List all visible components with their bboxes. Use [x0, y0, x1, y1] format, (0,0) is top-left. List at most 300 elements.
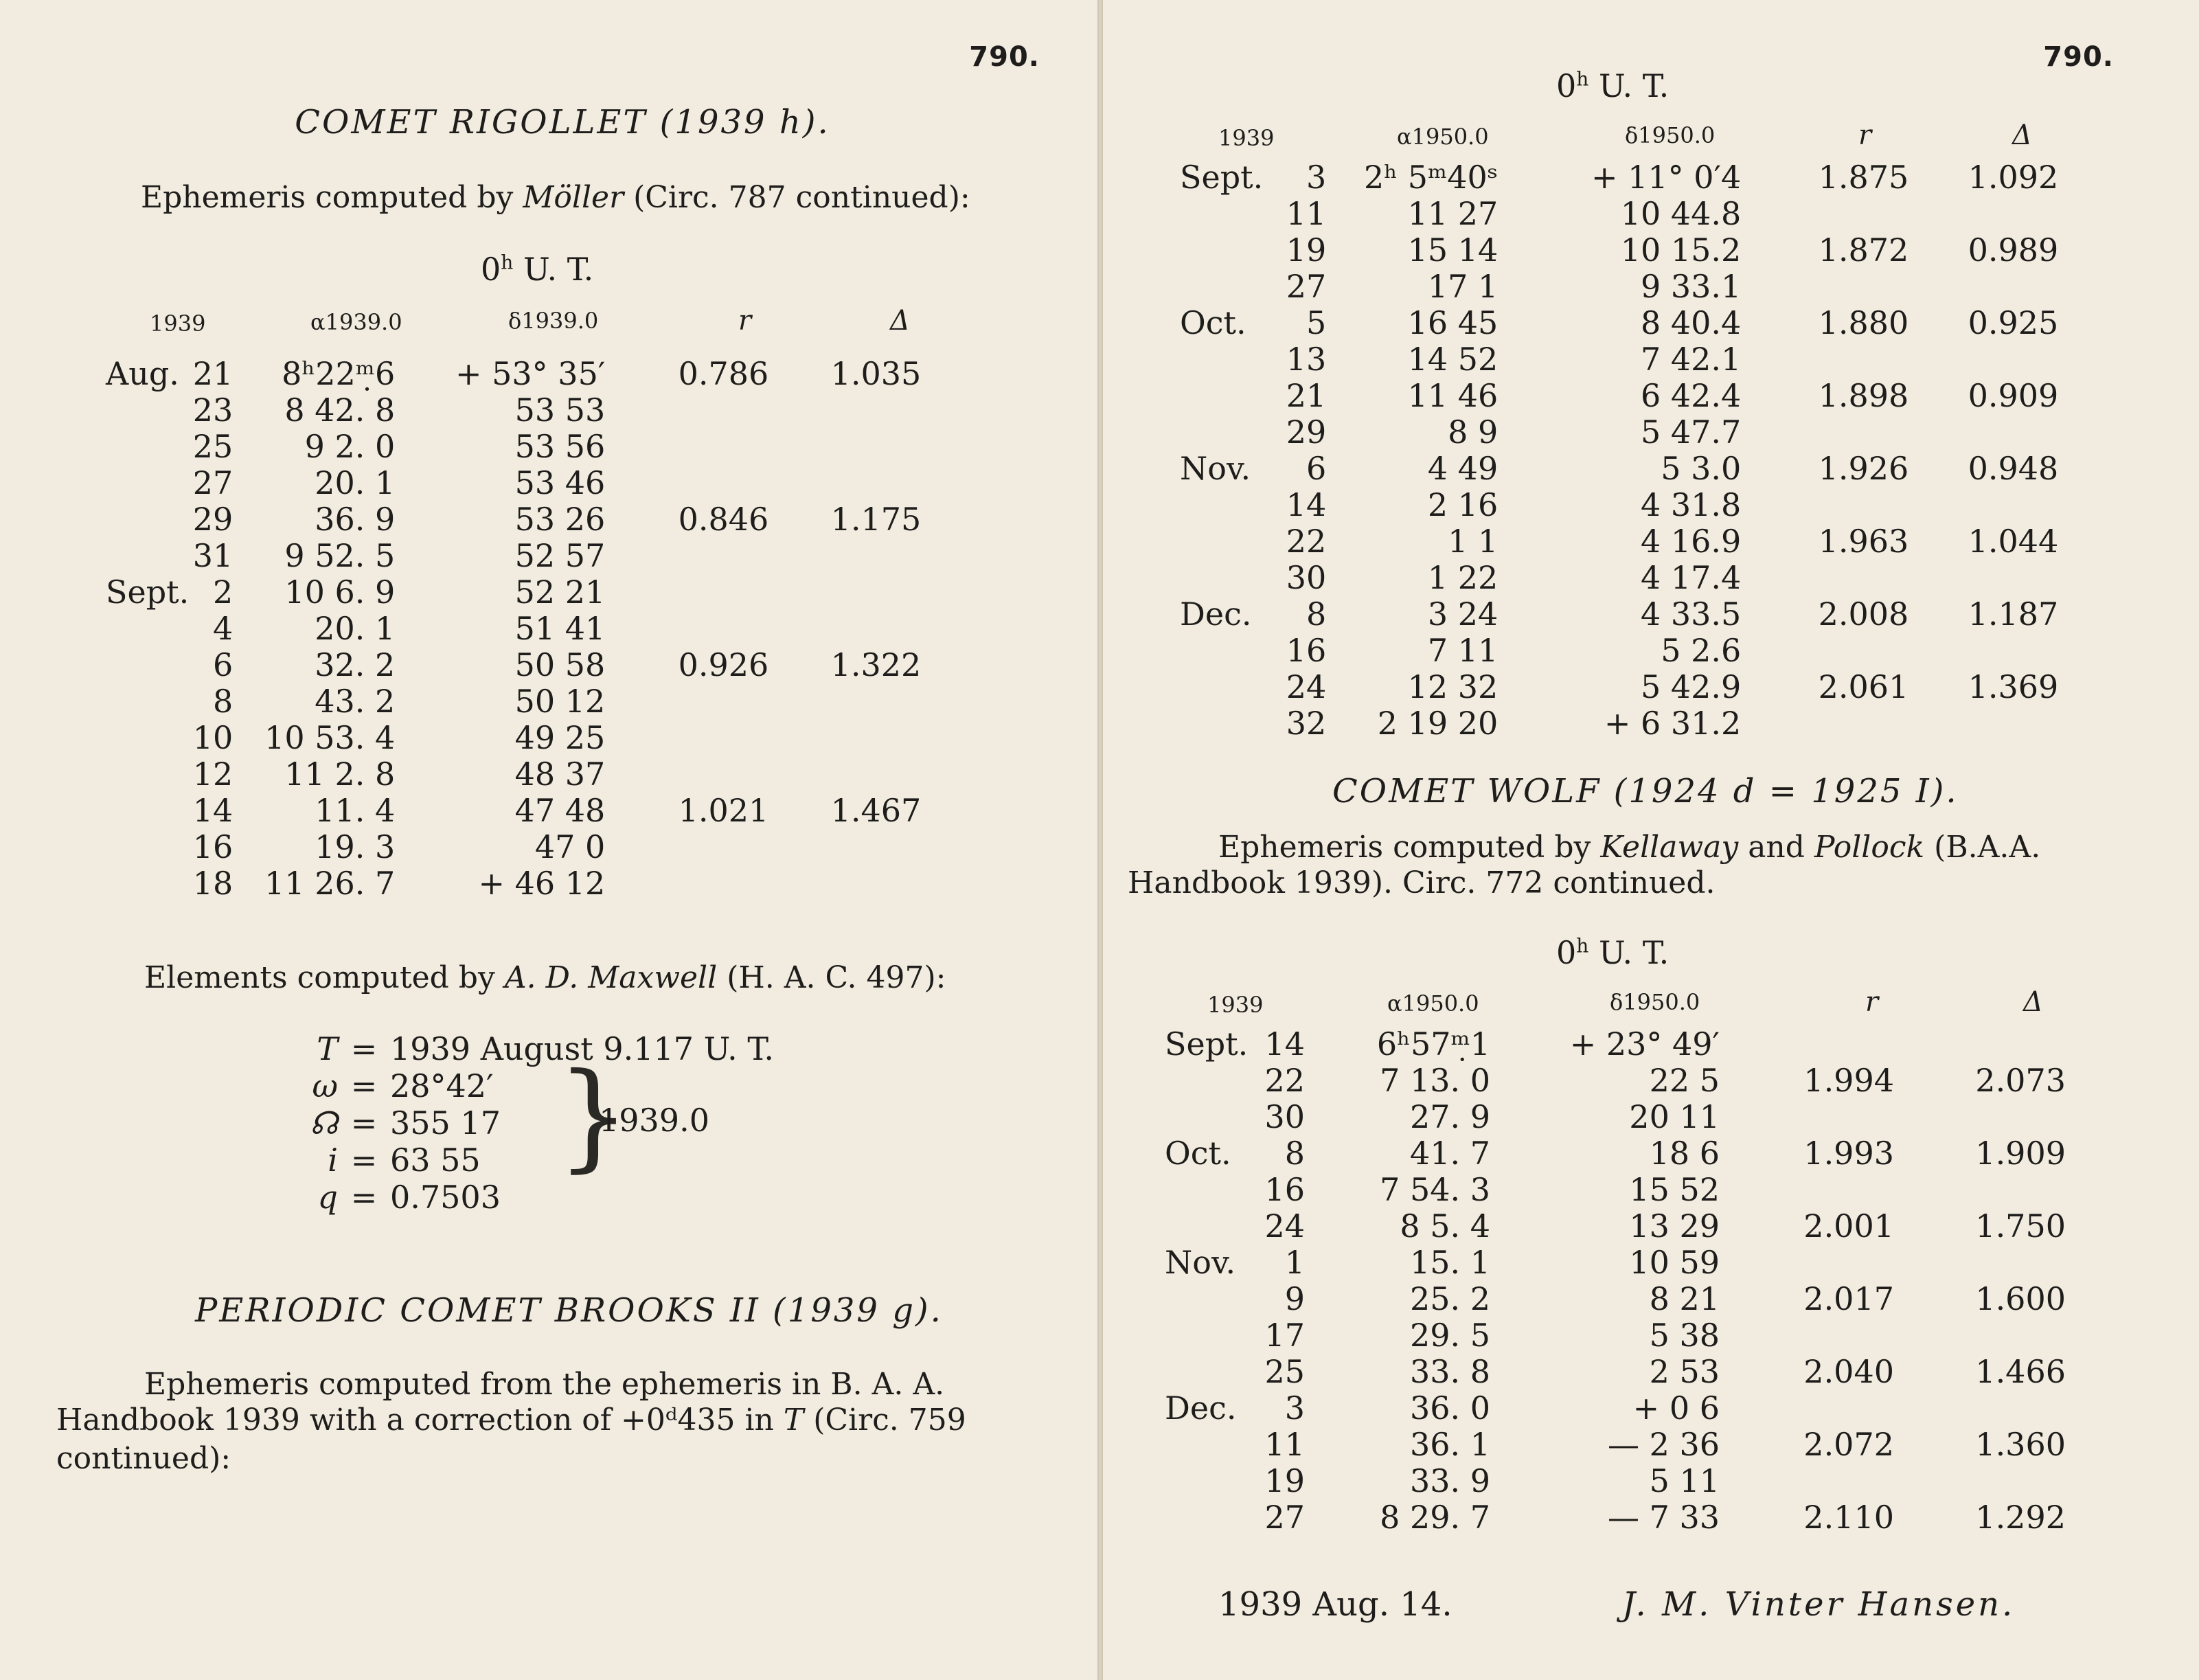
- ut-heading-right-top: [1556, 67, 1669, 104]
- ephemeris-row: [106, 392, 921, 429]
- cell-delta: [1894, 1245, 2066, 1281]
- cell-day: 22: [1286, 523, 1327, 560]
- cell-day: 9: [1284, 1280, 1305, 1317]
- cell-ra: 19. 3: [315, 828, 396, 865]
- intro-author: Möller: [523, 180, 624, 215]
- cell-r: [1720, 1172, 1894, 1208]
- cell-day: 16: [192, 828, 233, 865]
- cell-ra: 11 26. 7: [264, 865, 396, 902]
- header-dec: δ1939.0: [508, 308, 599, 334]
- cell-delta: 1.292: [1975, 1499, 2066, 1536]
- cell-ra: 14 52: [1407, 341, 1499, 378]
- ephemeris-row: [1180, 378, 2058, 414]
- cell-day: 29: [1286, 413, 1327, 451]
- cell-ra: 7 13. 0: [1380, 1062, 1490, 1099]
- cell-delta: [1894, 1026, 2066, 1063]
- cell-ra: 3 24: [1427, 595, 1499, 633]
- element-value: 63 55: [390, 1142, 481, 1179]
- cell-day: 1: [1284, 1244, 1305, 1281]
- cell-delta: 0.909: [1968, 377, 2059, 414]
- cell-ra: 17 1: [1427, 268, 1499, 305]
- cell-ra: 33. 9: [1409, 1462, 1490, 1499]
- cell-r: [605, 829, 768, 865]
- cell-day: 14: [192, 792, 233, 829]
- cell-r: [1720, 1317, 1894, 1354]
- cell-r: 1.872: [1818, 231, 1909, 269]
- page-number-right: 790.: [2043, 41, 2114, 73]
- cell-dec: 4 33.5: [1640, 595, 1742, 633]
- element-value: 0.7503: [390, 1179, 501, 1216]
- cell-day: 27: [1286, 268, 1327, 305]
- element-equals: =: [350, 1142, 378, 1179]
- elements-suffix: (H. A. C. 497):: [717, 960, 946, 995]
- ut-sup: h: [501, 251, 514, 274]
- element-equals: =: [350, 1067, 378, 1104]
- cell-r: 1.875: [1818, 159, 1909, 196]
- cell-day: 29: [192, 501, 233, 538]
- cell-dec: 5 42.9: [1640, 668, 1742, 705]
- cell-day: 3: [1284, 1389, 1305, 1427]
- header-r-text: r: [738, 305, 752, 337]
- ephemeris-row: [1165, 1499, 2066, 1536]
- cell-mon: [1180, 705, 1263, 742]
- ephemeris-row: [1180, 196, 2058, 232]
- cell-delta: 1.909: [1975, 1135, 2066, 1172]
- cell-dec: 4 16.9: [1640, 523, 1742, 560]
- cell-delta: 1.600: [1975, 1280, 2066, 1317]
- cell-r: [605, 429, 768, 465]
- brooks-title: PERIODIC COMET BROOKS II (1939 g).: [195, 1291, 943, 1330]
- cell-ra: 15 14: [1407, 231, 1499, 269]
- cell-r: 2.008: [1818, 595, 1909, 633]
- cell-mon: Aug.: [106, 355, 179, 392]
- cell-mon: [106, 465, 189, 501]
- cell-mon: [106, 865, 189, 902]
- cell-delta: [1909, 705, 2058, 742]
- cell-day: 32: [1286, 705, 1327, 742]
- cell-delta: [1894, 1390, 2066, 1427]
- ephemeris-row: [1180, 633, 2058, 669]
- cell-ra: 8 29. 7: [1380, 1499, 1490, 1536]
- cell-dec: 9 33.1: [1640, 268, 1742, 305]
- cell-dec: 52 21: [514, 574, 606, 611]
- cell-dec: 10 59: [1629, 1244, 1720, 1281]
- cell-delta: 1.092: [1968, 159, 2059, 196]
- cell-r: [1741, 196, 1909, 232]
- brooks-line-1: Ephemeris computed from the ephemeris in B. A. A.: [144, 1367, 945, 1402]
- cell-ra: 8 42. 8: [284, 391, 396, 429]
- cell-day: 27: [1264, 1499, 1305, 1536]
- element-variable: T: [317, 1030, 338, 1067]
- cell-mon: [1180, 414, 1263, 451]
- cell-r: [605, 538, 768, 574]
- header-ra-right: α1950.0: [1397, 124, 1489, 150]
- cell-r: 1.926: [1818, 450, 1909, 487]
- footer-signature: [1622, 1585, 2015, 1624]
- cell-r: 2.110: [1803, 1499, 1894, 1536]
- wolf-intro-line-2: Handbook 1939). Circ. 772 continued.: [1128, 865, 1716, 900]
- cell-day: 21: [192, 355, 233, 392]
- cell-mon: Nov.: [1165, 1244, 1236, 1281]
- cell-r: 1.880: [1818, 304, 1909, 341]
- cell-dec: + 0 6: [1632, 1389, 1720, 1427]
- cell-dec: 4 31.8: [1640, 486, 1742, 523]
- cell-delta: 1.044: [1968, 523, 2059, 560]
- element-row: [297, 1142, 774, 1179]
- cell-delta: [1894, 1099, 2066, 1135]
- cell-mon: [1165, 1317, 1249, 1354]
- ephemeris-row: [106, 356, 921, 392]
- wolf-line-1a: Ephemeris computed by: [1218, 830, 1601, 865]
- cell-r: [1741, 269, 1909, 305]
- elements-brace: }: [556, 1048, 631, 1184]
- cell-ra: 2 19 20: [1377, 705, 1499, 742]
- cell-r: 1.898: [1818, 377, 1909, 414]
- rigollet-intro: [141, 180, 970, 215]
- cell-r: [1741, 560, 1909, 596]
- cell-delta: [1909, 560, 2058, 596]
- ephemeris-row: [106, 574, 921, 611]
- cell-dec: 10 44.8: [1620, 195, 1742, 232]
- cell-mon: Sept.: [106, 574, 190, 611]
- ut-zero-right-2: 0: [1556, 934, 1577, 971]
- header-dec-right: δ1950.0: [1625, 122, 1716, 148]
- comet-rigollet-title: COMET RIGOLLET (1939 h).: [295, 103, 830, 141]
- ephemeris-row: [1165, 1463, 2066, 1499]
- cell-ra: 36. 1: [1409, 1426, 1490, 1463]
- ephemeris-row: [106, 647, 921, 683]
- cell-ra: 9 2. 0: [304, 428, 396, 465]
- cell-ra: 12 32: [1407, 668, 1499, 705]
- cell-dec: 13 29: [1629, 1207, 1720, 1245]
- cell-delta: 0.925: [1968, 304, 2059, 341]
- cell-day: 21: [1286, 377, 1327, 414]
- brooks-line-2a: Handbook 1939 with a correction of +0ᵈ435 in: [56, 1403, 784, 1438]
- cell-ra: 1 22: [1427, 559, 1499, 596]
- ephemeris-row: [1180, 414, 2058, 451]
- cell-delta: [768, 392, 921, 429]
- header-year-right-2: 1939: [1207, 992, 1264, 1018]
- header-dec-right-2: δ1950.0: [1610, 989, 1700, 1015]
- cell-mon: [106, 429, 189, 465]
- cell-dec: + 53° 35′: [455, 355, 606, 392]
- right-page: [1102, 0, 2199, 1680]
- cell-dec: 47 48: [514, 792, 606, 829]
- element-value: 355 17: [390, 1104, 501, 1142]
- cell-delta: 1.187: [1968, 595, 2059, 633]
- right-ephemeris-table-1: [1180, 159, 2058, 742]
- cell-day: 4: [213, 610, 233, 647]
- cell-mon: [1165, 1499, 1249, 1536]
- cell-dec: 20 11: [1629, 1098, 1720, 1135]
- wolf-line-1c: (B.A.A.: [1924, 830, 2041, 865]
- cell-mon: [106, 392, 189, 429]
- cell-mon: [1165, 1172, 1249, 1208]
- header-r-right-2: [1865, 986, 1878, 1018]
- ephemeris-row: [1180, 232, 2058, 269]
- cell-dec: + 11° 0′4: [1591, 159, 1742, 196]
- signature-text: J. M. Vinter Hansen.: [1622, 1585, 2016, 1624]
- cell-ra: 9 52. 5: [284, 537, 396, 574]
- header-year-right: 1939: [1218, 125, 1275, 151]
- cell-day: 24: [1264, 1207, 1305, 1245]
- cell-r: 2.072: [1803, 1426, 1894, 1463]
- ephemeris-row: [1180, 487, 2058, 523]
- element-value: 1939 August 9.117 U. T.: [390, 1030, 774, 1067]
- header-delta-right-2: [2023, 986, 2043, 1018]
- cell-ra: 15. 1: [1409, 1244, 1490, 1281]
- ephemeris-row: [1180, 341, 2058, 378]
- cell-delta: [768, 683, 921, 720]
- cell-ra: 8 5. 4: [1400, 1207, 1490, 1245]
- ephemeris-row: [1165, 1390, 2066, 1427]
- cell-r: [1741, 487, 1909, 523]
- ephemeris-row: [106, 720, 921, 756]
- cell-delta: [1909, 269, 2058, 305]
- cell-r: [605, 392, 768, 429]
- cell-dec: 50 58: [514, 646, 606, 683]
- cell-delta: [768, 720, 921, 756]
- cell-ra: 33. 8: [1409, 1353, 1490, 1390]
- cell-dec: 5 47.7: [1640, 413, 1742, 451]
- cell-delta: [768, 574, 921, 611]
- cell-r: [605, 683, 768, 720]
- ut-sup-right: h: [1576, 67, 1589, 91]
- cell-r: [1720, 1463, 1894, 1499]
- cell-dec: 53 26: [514, 501, 606, 538]
- ephemeris-row: [1165, 1317, 2066, 1354]
- cell-r: 1.993: [1803, 1135, 1894, 1172]
- cell-day: 25: [1264, 1353, 1305, 1390]
- rigollet-ephemeris-table: [106, 356, 921, 902]
- cell-mon: Nov.: [1180, 450, 1251, 487]
- cell-dec: 51 41: [514, 610, 606, 647]
- brooks-line-3: continued):: [56, 1441, 231, 1476]
- cell-dec: 7 42.1: [1640, 341, 1742, 378]
- elements-author: A. D. Maxwell: [504, 960, 718, 995]
- element-variable: ☊: [310, 1104, 338, 1142]
- cell-day: 8: [1284, 1135, 1305, 1172]
- cell-r: [605, 574, 768, 611]
- header-delta-right-text: Δ: [2012, 120, 2032, 151]
- cell-r: 1.963: [1818, 523, 1909, 560]
- ephemeris-row: [106, 611, 921, 647]
- ephemeris-row: [106, 865, 921, 902]
- ephemeris-row: [1180, 269, 2058, 305]
- element-equals: =: [350, 1104, 378, 1142]
- cell-day: 8: [213, 683, 233, 720]
- cell-r: [605, 611, 768, 647]
- cell-ra: 41. 7: [1409, 1135, 1490, 1172]
- cell-mon: [1165, 1208, 1249, 1245]
- cell-dec: 50 12: [514, 683, 606, 720]
- cell-delta: [768, 865, 921, 902]
- cell-mon: [106, 611, 189, 647]
- header-delta: [890, 305, 910, 337]
- cell-mon: [106, 683, 189, 720]
- ut-label-right-2: U. T.: [1598, 934, 1670, 971]
- ephemeris-row: [106, 829, 921, 865]
- cell-mon: [1165, 1099, 1249, 1135]
- ephemeris-row: [1180, 305, 2058, 341]
- cell-day: 3: [1306, 159, 1327, 196]
- ut-label: U. T.: [523, 251, 594, 288]
- cell-delta: 0.948: [1968, 450, 2059, 487]
- ephemeris-row: [106, 429, 921, 465]
- cell-ra: 10 53. 4: [264, 719, 396, 756]
- cell-r: [605, 756, 768, 793]
- ephemeris-row: [1180, 669, 2058, 705]
- cell-dec: 8 40.4: [1640, 304, 1742, 341]
- cell-dec: + 6 31.2: [1604, 705, 1742, 742]
- elements-epoch: 1939.0: [599, 1102, 709, 1139]
- cell-ra: 36. 9: [315, 501, 396, 538]
- ephemeris-row: [1165, 1063, 2066, 1099]
- ephemeris-row: [106, 793, 921, 829]
- ut-zero: 0: [481, 251, 501, 288]
- wolf-line-1b: and: [1738, 830, 1814, 865]
- header-year: 1939: [150, 310, 206, 337]
- cell-mon: Oct.: [1165, 1135, 1231, 1172]
- cell-dec: 5 2.6: [1661, 632, 1742, 669]
- header-delta-right-2-text: Δ: [2023, 986, 2043, 1018]
- cell-ra: 8 9: [1448, 413, 1499, 451]
- cell-delta: 1.360: [1975, 1426, 2066, 1463]
- ephemeris-row: [1165, 1354, 2066, 1390]
- cell-day: 30: [1264, 1098, 1305, 1135]
- cell-delta: 0.989: [1968, 231, 2059, 269]
- header-ra: α1939.0: [310, 309, 402, 335]
- element-equals: =: [350, 1030, 378, 1067]
- cell-dec: — 7 33: [1607, 1499, 1720, 1536]
- cell-mon: Oct.: [1180, 304, 1246, 341]
- ephemeris-row: [106, 465, 921, 501]
- cell-ra: 8ʰ22ᵐ̣6: [282, 355, 396, 392]
- left-page: [0, 0, 1099, 1680]
- cell-day: 6: [213, 646, 233, 683]
- cell-delta: [768, 538, 921, 574]
- ut-sup-right-2: h: [1576, 934, 1589, 957]
- cell-day: 31: [192, 537, 233, 574]
- cell-delta: 1.369: [1968, 668, 2059, 705]
- cell-delta: 1.035: [830, 355, 922, 392]
- cell-day: 16: [1286, 632, 1327, 669]
- cell-r: [605, 865, 768, 902]
- header-r-right: [1858, 120, 1871, 151]
- cell-r: 1.021: [678, 792, 769, 829]
- cell-ra: 7 11: [1427, 632, 1499, 669]
- cell-delta: 1.466: [1975, 1353, 2066, 1390]
- footer-date: 1939 Aug. 14.: [1218, 1585, 1452, 1624]
- element-row: [297, 1067, 774, 1104]
- cell-ra: 6ʰ57ᵐ̣1: [1376, 1025, 1490, 1063]
- elements-intro: [144, 960, 946, 995]
- cell-ra: 29. 5: [1409, 1317, 1490, 1354]
- cell-dec: 15 52: [1629, 1171, 1720, 1208]
- element-equals: =: [350, 1179, 378, 1216]
- ephemeris-row: [1165, 1099, 2066, 1135]
- ephemeris-row: [1180, 159, 2058, 196]
- cell-mon: [1165, 1427, 1249, 1463]
- brooks-line-2-T: T: [783, 1403, 804, 1438]
- cell-ra: 11 27: [1407, 195, 1499, 232]
- cell-r: 2.061: [1818, 668, 1909, 705]
- ut-label-right: U. T.: [1598, 67, 1670, 104]
- cell-r: 2.001: [1803, 1207, 1894, 1245]
- cell-mon: [1180, 269, 1263, 305]
- cell-ra: 1 1: [1448, 523, 1499, 560]
- cell-mon: [106, 793, 189, 829]
- wolf-author-1: Kellaway: [1600, 830, 1739, 865]
- cell-dec: 48 37: [514, 756, 606, 793]
- element-row: [297, 1030, 774, 1067]
- ut-heading: [481, 251, 593, 288]
- cell-ra: 10 6. 9: [284, 574, 396, 611]
- cell-dec: 5 11: [1649, 1462, 1720, 1499]
- header-r-right-text: r: [1858, 120, 1872, 151]
- cell-dec: 5 38: [1649, 1317, 1720, 1354]
- intro-suffix: (Circ. 787 continued):: [624, 180, 970, 215]
- cell-r: [1741, 633, 1909, 669]
- cell-dec: 18 6: [1649, 1135, 1720, 1172]
- cell-day: 10: [192, 719, 233, 756]
- cell-ra: 20. 1: [315, 610, 396, 647]
- element-value: 28°42′: [390, 1067, 494, 1104]
- ephemeris-row: [1165, 1135, 2066, 1172]
- cell-r: 2.040: [1803, 1353, 1894, 1390]
- cell-r: 0.926: [678, 646, 769, 683]
- cell-ra: 11. 4: [315, 792, 396, 829]
- cell-mon: [1180, 669, 1263, 705]
- cell-delta: [768, 611, 921, 647]
- element-variable: ω: [312, 1067, 338, 1104]
- cell-delta: [1909, 196, 2058, 232]
- cell-day: 11: [1264, 1426, 1305, 1463]
- ephemeris-row: [1165, 1245, 2066, 1281]
- cell-ra: 43. 2: [315, 683, 396, 720]
- cell-r: [1720, 1245, 1894, 1281]
- cell-r: 1.994: [1803, 1062, 1894, 1099]
- cell-day: 22: [1264, 1062, 1305, 1099]
- cell-day: 27: [192, 464, 233, 501]
- cell-r: 0.846: [678, 501, 769, 538]
- cell-mon: [106, 501, 189, 538]
- cell-day: 30: [1286, 559, 1327, 596]
- cell-day: 12: [192, 756, 233, 793]
- cell-delta: [1909, 487, 2058, 523]
- cell-mon: Dec.: [1165, 1389, 1237, 1427]
- comet-wolf-title: COMET WOLF (1924 d = 1925 I).: [1332, 772, 1959, 810]
- cell-delta: 1.467: [830, 792, 922, 829]
- cell-delta: [1909, 341, 2058, 378]
- cell-day: 6: [1306, 450, 1327, 487]
- cell-r: [1720, 1099, 1894, 1135]
- cell-ra: 2 16: [1427, 486, 1499, 523]
- header-r-right-2-text: r: [1865, 986, 1879, 1018]
- element-variable: i: [328, 1142, 338, 1179]
- cell-dec: 53 53: [514, 391, 606, 429]
- header-delta-text: Δ: [890, 305, 910, 337]
- cell-mon: [1180, 196, 1263, 232]
- cell-ra: 27. 9: [1409, 1098, 1490, 1135]
- cell-ra: 11 46: [1407, 377, 1499, 414]
- cell-dec: 49 25: [514, 719, 606, 756]
- ephemeris-row: [1180, 560, 2058, 596]
- cell-dec: 5 3.0: [1661, 450, 1742, 487]
- cell-dec: 10 15.2: [1620, 231, 1742, 269]
- cell-r: 0.786: [678, 355, 769, 392]
- cell-dec: 6 42.4: [1640, 377, 1742, 414]
